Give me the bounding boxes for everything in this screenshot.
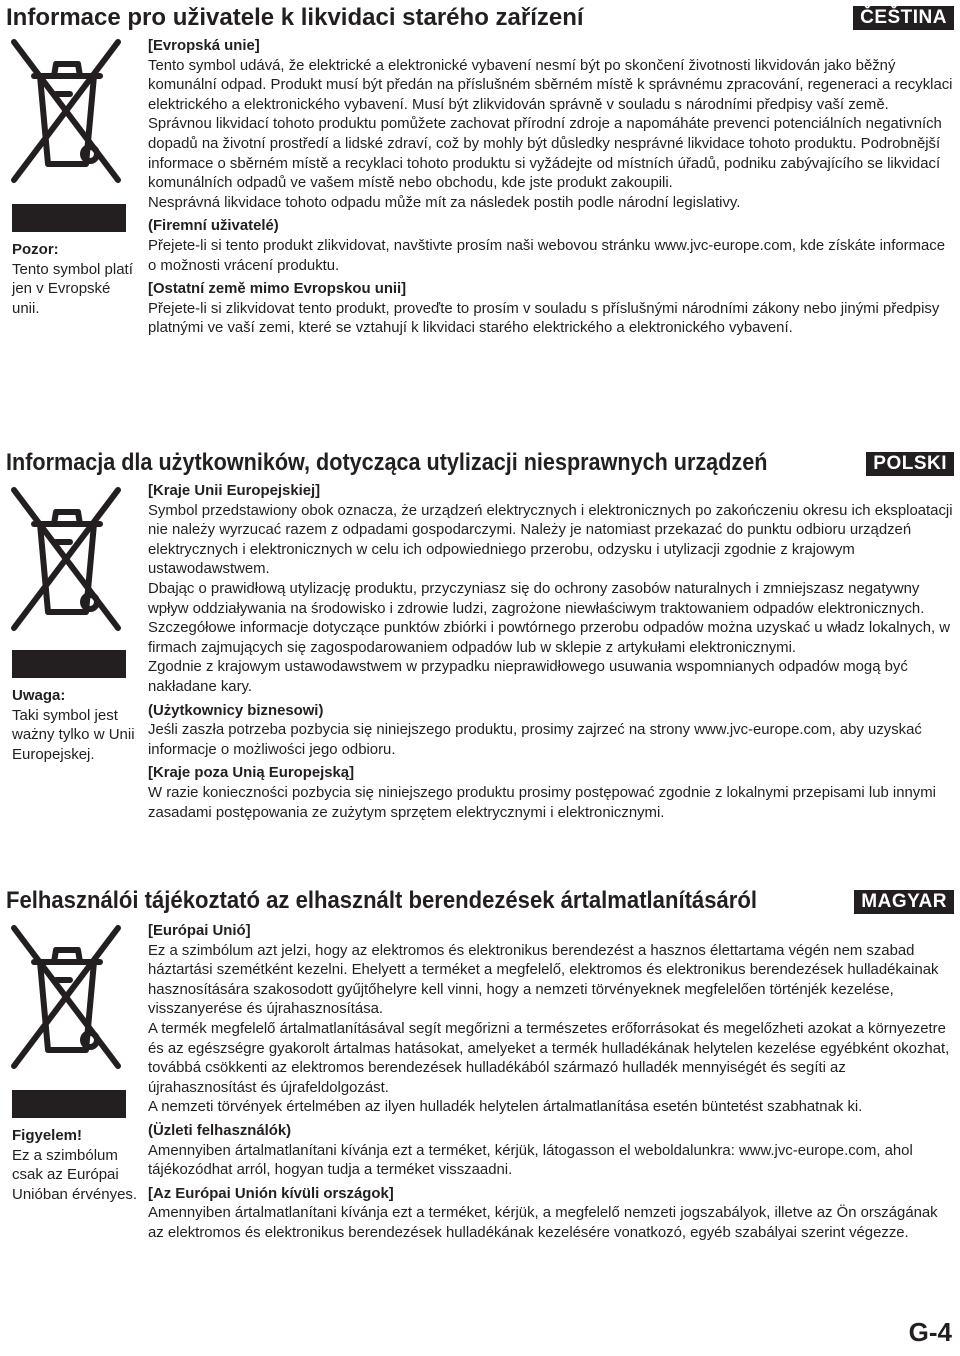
paragraph: Zgodnie z krajowym ustawodawstwem w przypadku nieprawidłowego usuwania wspomnianych odpadów mogą być nakładane kary. (148, 659, 908, 695)
paragraph: Přejete-li si zlikvidovat tento produkt, proveďte to prosím v souladu s příslušnými národními zákony nebo jinými předpisy platnými ve vaší zemi, které se vztahují k likvidaci starého elektrického a elektronického vybavení. (148, 300, 940, 337)
paragraph: Dbając o prawidłową utylizację produktu, przyczyniasz się do ochrony zasobów naturalnych i zmniejszasz negatywny wpływ oddziaływania na środowisko i zdrowie ludzi, zagrożone niewłaściwym traktowaniem odpadów elektronicznych. Szczegółowe informacje dotyczące punktów zbiórki i powtórnego przerobu odpadów można uzyskać u władz lokalnych, w firmach zajmujących się zagospodarowaniem odpadów lub w sklepie z artykułami elektronicznymi. (148, 580, 951, 656)
paragraph: Symbol przedstawiony obok oznacza, że urządzeń elektrycznych i elektronicznych po zakończeniu okresu ich eksploatacji nie należy wyrzucać razem z odpadami gospodarczymi. Należy je natomiast przekazać do punktu odbioru urządzeń elektrycznych i elektronicznych w celu ich odpowiedniego przerobu, odzysku i utylizacji zgodnie z krajowym ustawodawstwem. (148, 502, 953, 578)
note-text: Ez a szimbólum csak az Európai Unióban érvényes. (12, 1146, 138, 1203)
heading-non-eu: [Ostatní země mimo Evropskou unii] (148, 281, 407, 298)
note-lead: Uwaga: (12, 687, 66, 704)
heading-eu: [Európai Unió] (148, 923, 251, 939)
heading-non-eu: [Kraje poza Unią Europejską] (148, 765, 355, 782)
section-cestina (0, 0, 960, 420)
paragraph: Ez a szimbólum azt jelzi, hogy az elektromos és elektronikus berendezést a hasznos élettartama végén nem szabad háztartási szemétként kezelni. Ehelyett a terméket a megfelelő, elektromos és elektronikus berendezések hulladékainak hasznosítására szakosodott gyűjtőhelyre kell vinni, hogy a nemzeti törvényeknek megfelelően történjék kezelése, visszanyerése és újrahasznosítása. (148, 942, 939, 1018)
heading-non-eu: [Az Európai Unión kívüli országok] (148, 1185, 394, 1202)
section-title: Informace pro uživatele k likvidaci starého zařízení (6, 4, 584, 31)
paragraph: Jeśli zaszła potrzeba pozbycia się niniejszego produktu, prosimy zajrzeć na strony www.jvc-europe.com, aby uzyskać informacje o możliwości jego odbioru. (148, 722, 922, 758)
body-text (148, 482, 956, 823)
note-lead: Pozor: (12, 241, 59, 258)
paragraph: W razie konieczności pozbycia się niniejszego produktu prosimy postępować zgodnie z lokalnymi przepisami lub innymi zasadami postępowania ze zużytym sprzętem elektrycznymi i elektronicznymi. (148, 784, 936, 821)
section-polski (0, 444, 960, 864)
section-title: Felhasználói tájékoztató az elhasznált berendezések ártalmatlanításáról (6, 887, 757, 914)
body-text (148, 922, 956, 1244)
black-bar (12, 1090, 126, 1118)
paragraph: Amennyiben ártalmatlanítani kívánja ezt a terméket, kérjük, a megfelelő nemzeti jogszabályok, illetve az Ön országának az elektromos és elektronikus berendezések hulladékának kezelésére vonatkozó, egyéb szabályai szerint végezze. (148, 1205, 938, 1241)
page-number: G-4 (908, 1317, 952, 1347)
language-badge: POLSKI (866, 452, 954, 476)
crossed-out-wheelie-bin-icon (6, 922, 126, 1072)
note-lead: Figyelem! (12, 1127, 83, 1144)
note (12, 686, 140, 764)
crossed-out-wheelie-bin-icon (6, 36, 126, 186)
paragraph: A termék megfelelő ártalmatlanításával segít megőrizni a természetes erőforrásokat és megelőzheti azokat a környezetre és az egészségre gyakorolt ártalmas hatásokat, amelyeket a termék hulladékának helytelen kezelése egyébként okozhat, továbbá csökkenti az elektromos berendezések hulladékából származó hulladék mennyiségét és segíti az újrahasznosítást és újrafeldolgozást. (148, 1020, 950, 1096)
note-text: Tento symbol platí jen v Evropské unii. (12, 260, 133, 317)
crossed-out-wheelie-bin-icon (6, 484, 126, 634)
paragraph: Amennyiben ártalmatlanítani kívánja ezt a terméket, kérjük, látogasson el weboldalunkra: www.jvc-europe.com, ahol tájékozódhat arról, hogyan tudja a terméket visszaadni. (148, 1142, 913, 1179)
note (12, 240, 140, 318)
heading-business: (Użytkownicy biznesowi) (148, 702, 324, 719)
paragraph: Nesprávná likvidace tohoto odpadu může mít za následek postih podle národní legislativy. (148, 194, 741, 211)
heading-business: (Üzleti felhasználók) (148, 1122, 292, 1139)
paragraph: Správnou likvidací tohoto produktu pomůžete zachovat přírodní zdroje a napomáháte prevenci potenciálních negativních dopadů na životní prostředí a lidské zdraví, což by mohly být důsledky nesprávné likvidace tohoto produktu. Podrobnější informace o sběrném místě a recyklaci tohoto produktu si vyžádejte od místních úřadů, podniku zabývajícího se likvidací komunálních odpadů ve vašem místě nebo obchodu, kde jste produkt zakoupili. (148, 116, 942, 192)
heading-eu: [Evropská unie] (148, 38, 260, 54)
note (12, 1126, 140, 1204)
language-badge: MAGYAR (854, 890, 954, 914)
heading-eu: [Kraje Unii Europejskiej] (148, 483, 321, 499)
note-text: Taki symbol jest ważny tylko w Unii Europejskej. (12, 706, 135, 763)
body-text (148, 37, 956, 339)
language-badge: ČEŠTINA (853, 6, 954, 30)
black-bar (12, 204, 126, 232)
heading-business: (Firemní uživatelé) (148, 218, 279, 235)
paragraph: Tento symbol udává, že elektrické a elektronické vybavení nesmí být po skončení životnosti likvidován jako běžný komunální odpad. Produkt musí být předán na příslušném sběrném místě k správnému zpracování, regeneraci a recyklaci elektrického a elektronického vybavení. Musí být zlikvidován správně v souladu s národními předpisy vaší země. (148, 57, 953, 113)
section-magyar (0, 882, 960, 1282)
paragraph: A nemzeti törvények értelmében az ilyen hulladék helytelen ártalmatlanítása esetén büntetést szabhatnak ki. (148, 1099, 863, 1116)
section-title: Informacja dla użytkowników, dotycząca utylizacji niesprawnych urządzeń (6, 449, 768, 476)
paragraph: Přejete-li si tento produkt zlikvidovat, navštivte prosím naši webovou stránku www.jvc-europe.com, kde získáte informace o možnosti vrácení produktu. (148, 237, 945, 274)
black-bar (12, 650, 126, 678)
